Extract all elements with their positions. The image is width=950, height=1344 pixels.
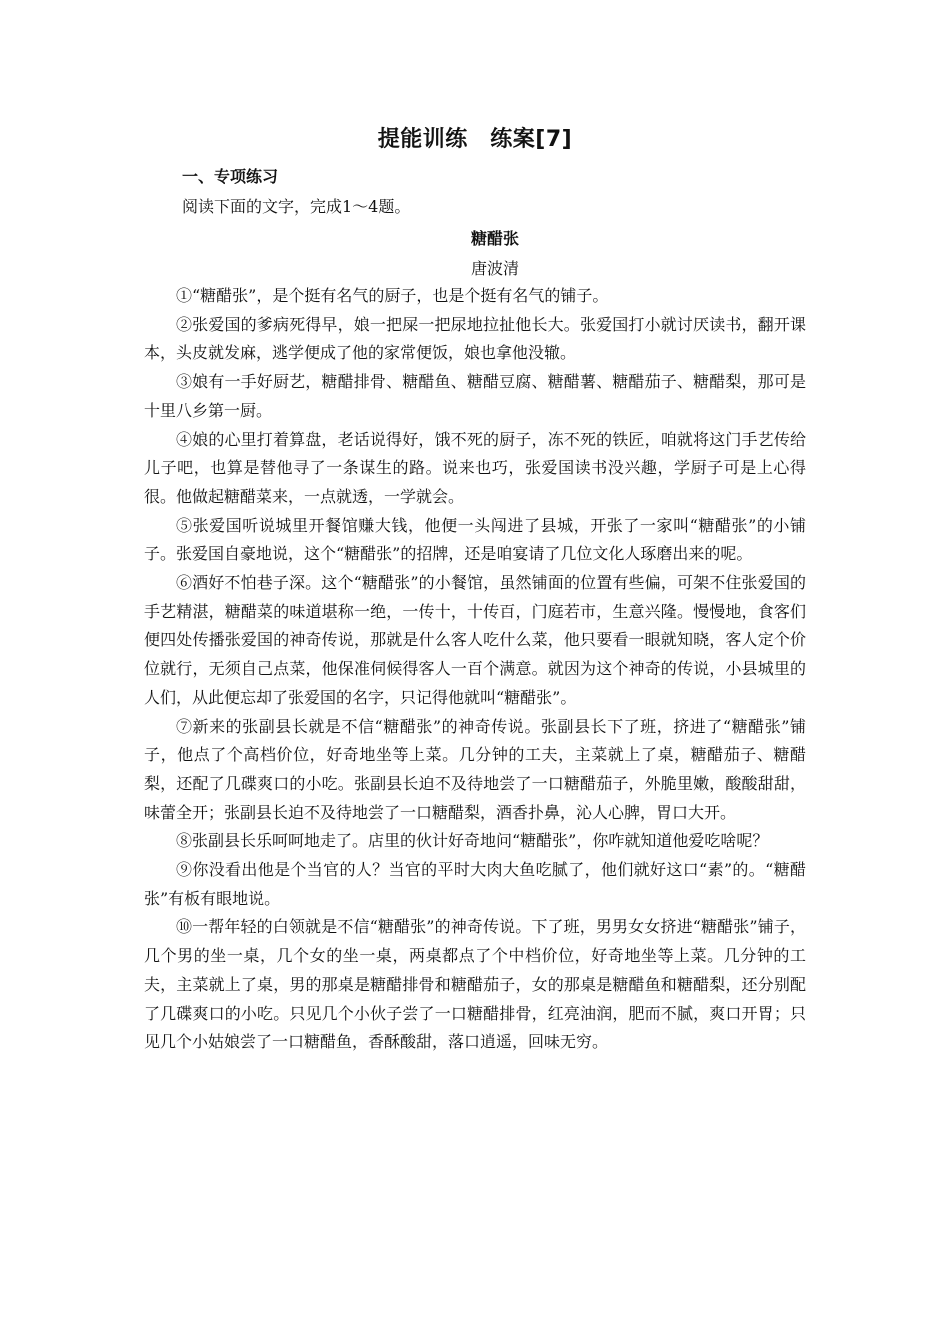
paragraph-3: ③娘有一手好厨艺，糖醋排骨、糖醋鱼、糖醋豆腐、糖醋薯、糖醋茄子、糖醋梨，那可是十里八乡第一厨。 <box>144 372 806 420</box>
story-title: 糖醋张 <box>470 229 519 248</box>
paragraph-8: ⑧张副县长乐呵呵地走了。店里的伙计好奇地问“糖醋张”，你咋就知道他爱吃啥呢？ <box>176 831 769 851</box>
paragraph-7: ⑦新来的张副县长就是不信“糖醋张”的神奇传说。张副县长下了班，挤进了“糖醋张”铺子，他点了个高档价位，好奇地坐等上菜。几分钟的工夫，主菜就上了桌，糖醋茄子、糖醋梨，还配了几碟爽口的小吃。张副县长迫不及待地尝了一口糖醋茄子，外脆里嫩，酸酸甜甜，味蕾全开；张副县长迫不及待地尝了一口糖醋梨，酒香扑鼻，沁人心脾，胃口大开。 <box>144 716 806 822</box>
paragraph-5: ⑤张爱国听说城里开餐馆赚大钱，他便一头闯进了县城，开张了一家叫“糖醋张”的小铺子。张爱国自豪地说，这个“糖醋张”的招牌，还是咱宴请了几位文化人琢磨出来的呢。 <box>144 515 806 564</box>
page-title: 提能训练 练案[7] <box>377 127 573 152</box>
story-author: 唐波清 <box>470 259 519 278</box>
story-body <box>144 282 806 1057</box>
paragraph-6: ⑥酒好不怕巷子深。这个“糖醋张”的小餐馆，虽然铺面的位置有些偏，可架不住张爱国的手艺精湛，糖醋菜的味道堪称一绝，一传十，十传百，门庭若市，生意兴隆。慢慢地，食客们便四处传播张爱国的神奇传说，那就是什么客人吃什么菜，他只要看一眼就知晓，客人定个价位就行，无须自己点菜，他保准伺候得客人一百个满意。就因为这个神奇的传说，小县城里的人们，从此便忘却了张爱国的名字，只记得他就叫“糖醋张”。 <box>144 573 806 707</box>
reading-instruction: 阅读下面的文字，完成1～4题。 <box>182 197 411 216</box>
paragraph-2: ②张爱国的爹病死得早，娘一把屎一把尿地拉扯他长大。张爱国打小就讨厌读书，翻开课本，头皮就发麻，逃学便成了他的家常便饭，娘也拿他没辙。 <box>144 314 806 363</box>
paragraph-4: ④娘的心里打着算盘，老话说得好，饿不死的厨子，冻不死的铁匠，咱就将这门手艺传给儿子吧，也算是替他寻了一条谋生的路。说来也巧，张爱国读书没兴趣，学厨子可是上心得很。他做起糖醋菜来，一点就透，一学就会。 <box>144 429 806 506</box>
paragraph-10: ⑩一帮年轻的白领就是不信“糖醋张”的神奇传说。下了班，男男女女挤进“糖醋张”铺子，几个男的坐一桌，几个女的坐一桌，两桌都点了个中档价位，好奇地坐等上菜。几分钟的工夫，主菜就上了桌，男的那桌是糖醋排骨和糖醋茄子，女的那桌是糖醋鱼和糖醋梨，还分别配了几碟爽口的小吃。只见几个小伙子尝了一口糖醋排骨，红亮油润，肥而不腻，爽口开胃；只见几个小姑娘尝了一口糖醋鱼，香酥酸甜，落口逍遥，回味无穷。 <box>144 917 806 1052</box>
section-heading: 一、专项练习 <box>182 167 279 186</box>
paragraph-9: ⑨你没看出他是个当官的人？当官的平时大肉大鱼吃腻了，他们就好这口“素”的。“糖醋张”有板有眼地说。 <box>144 860 806 908</box>
paragraph-1: ①“糖醋张”，是个挺有名气的厨子，也是个挺有名气的铺子。 <box>176 286 609 305</box>
